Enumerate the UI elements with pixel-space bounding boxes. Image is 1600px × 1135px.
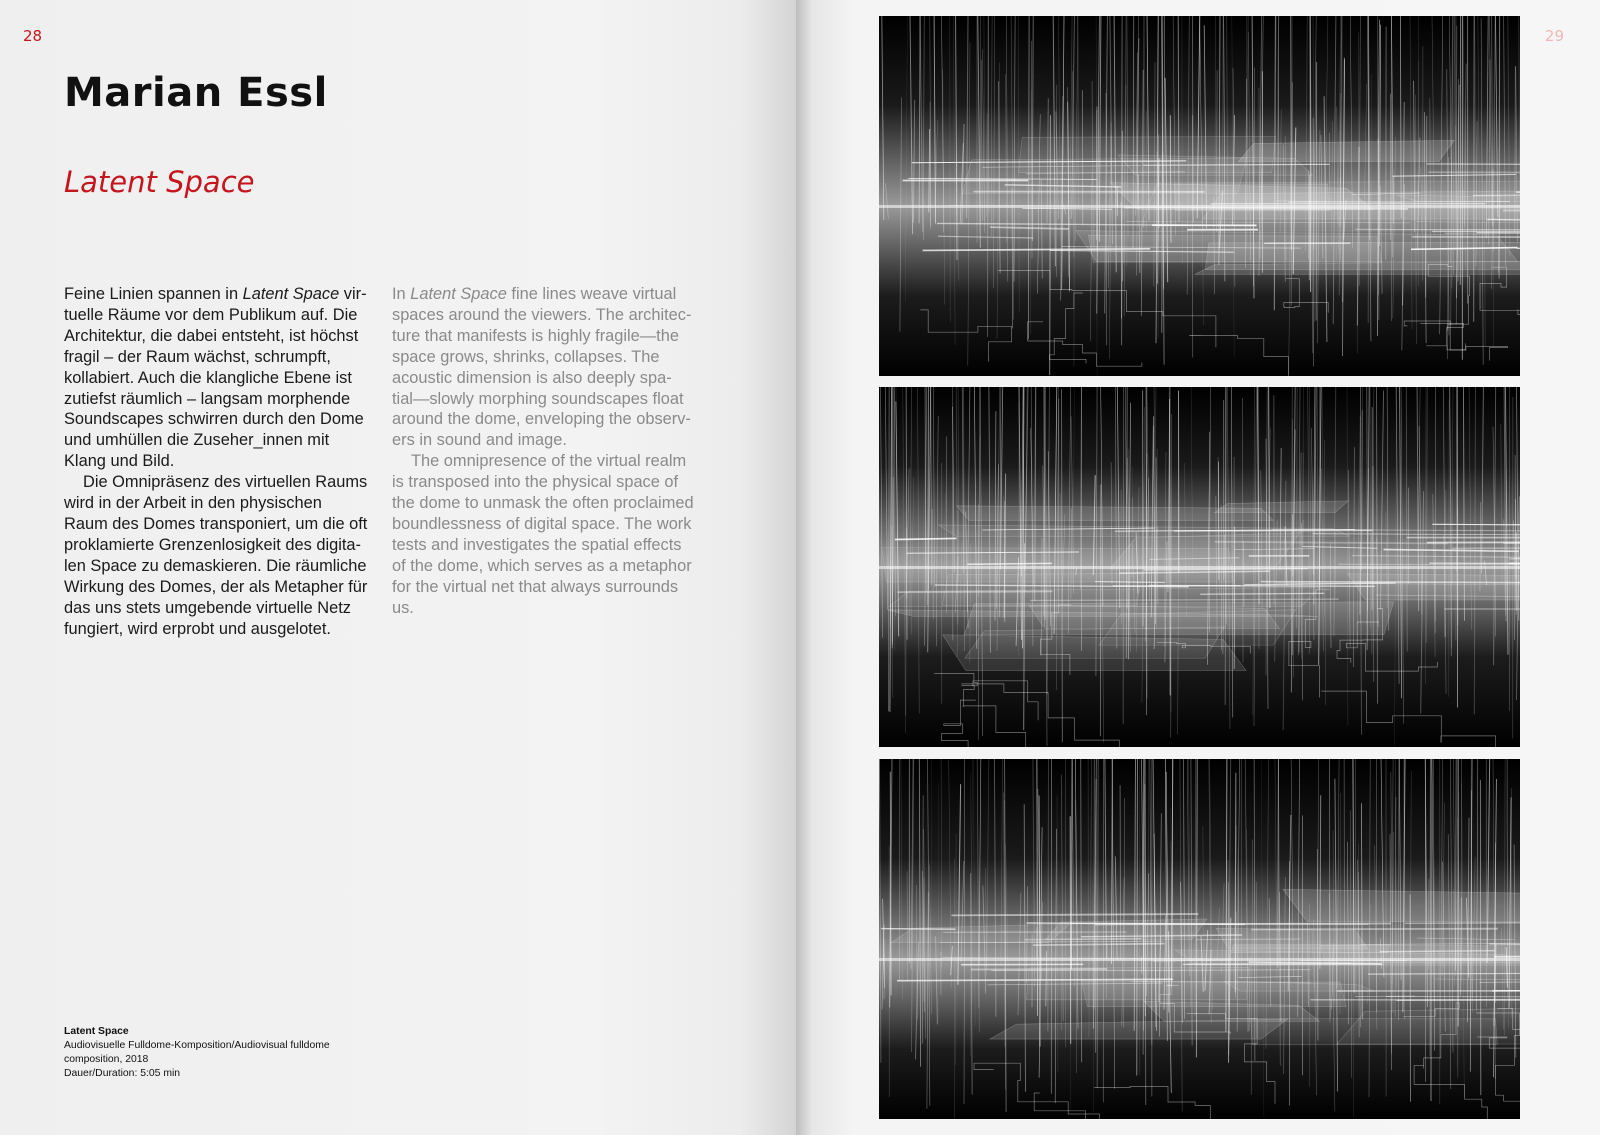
en-line: [392, 284, 710, 305]
de-line: fragil – der Raum wächst, schrumpft,: [64, 347, 331, 366]
en-line: is transposed into the physical space of: [392, 473, 679, 492]
render-plane: [1251, 1018, 1498, 1044]
render-3-svg: [879, 759, 1520, 1119]
de-line: und umhüllen die Zuseher_innen mit: [64, 431, 330, 450]
en-line: ers in sound and image.: [392, 431, 567, 450]
render-horizon: [879, 566, 1520, 569]
render-plane: [1283, 889, 1520, 921]
render-horizon: [879, 958, 1520, 961]
de-line: Architektur, die dabei entsteht, ist höchst: [64, 326, 359, 345]
wireframe-render-1: [879, 16, 1520, 376]
english-text: [392, 284, 710, 619]
de-line: das uns stets umgebende virtuelle Netz: [64, 598, 351, 617]
text-run: In: [392, 285, 411, 303]
en-line: for the virtual net that always surrounds: [392, 577, 679, 596]
text-run: fine lines weave virtual: [506, 285, 677, 303]
de-line: [64, 284, 382, 305]
wireframe-render-3: [879, 759, 1520, 1119]
render-plane: [1110, 533, 1300, 569]
wireframe-render-2: [879, 387, 1520, 747]
render-horizon: [879, 205, 1520, 208]
en-line: us.: [392, 598, 414, 617]
de-line: len Space zu demaskieren. Die räumliche: [64, 556, 367, 575]
caption-line: composition, 2018: [64, 1054, 149, 1065]
en-line: acoustic dimension is also deeply spa-: [392, 368, 672, 387]
en-line: ture that manifests is highly fragile—the: [392, 326, 679, 345]
caption-line: Audiovisuelle Fulldome-Komposition/Audiovisual fulldome: [64, 1040, 330, 1051]
de-line: Raum des Domes transponiert, um die oft: [64, 514, 368, 533]
de-line: Die Omnipräsenz des virtuellen Raums: [83, 473, 368, 492]
caption-title: Latent Space: [64, 1026, 129, 1037]
text-run: vir-: [339, 285, 367, 303]
en-line: space grows, shrinks, collapses. The: [392, 347, 660, 366]
de-line: Soundscapes schwirren durch den Dome: [64, 410, 364, 429]
render-1-svg: [879, 16, 1520, 376]
render-plane: [965, 627, 1225, 658]
de-line: zutiefst räumlich – langsam morphende: [64, 389, 351, 408]
german-text: [64, 284, 382, 639]
caption-line: Dauer/Duration: 5:05 min: [64, 1068, 181, 1079]
page-number-right: 29: [1544, 27, 1564, 45]
de-line: fungiert, wird erprobt und ausgelotet.: [64, 619, 331, 638]
en-line: spaces around the viewers. The architec-: [392, 305, 692, 324]
de-line: tuelle Räume vor dem Publikum auf. Die: [64, 305, 358, 324]
work-title-italic: Latent Space: [410, 285, 507, 303]
en-line: around the dome, enveloping the observ-: [392, 410, 691, 429]
de-line: proklamierte Grenzenlosigkeit des digita-: [64, 535, 361, 554]
work-caption: [64, 1025, 330, 1081]
de-line: kollabiert. Auch die klangliche Ebene ist: [64, 368, 352, 387]
left-page: [0, 0, 796, 1135]
de-line: Wirkung des Domes, der als Metapher für: [64, 577, 368, 596]
en-line: of the dome, which serves as a metaphor: [392, 556, 692, 575]
en-line: boundlessness of digital space. The work: [392, 514, 692, 533]
en-line: tial—slowly morphing soundscapes float: [392, 389, 684, 408]
text-run: Feine Linien spannen in: [64, 285, 243, 303]
de-line: wird in der Arbeit in den physischen: [64, 494, 322, 513]
page-number-left: 28: [23, 27, 43, 45]
en-line: The omnipresence of the virtual realm: [411, 452, 687, 471]
en-line: the dome to unmask the often proclaimed: [392, 494, 694, 513]
de-line: Klang und Bild.: [64, 452, 175, 471]
work-title-italic: Latent Space: [242, 285, 340, 303]
en-line: tests and investigates the spatial effects: [392, 535, 682, 554]
work-title: Latent Space: [64, 165, 255, 199]
render-2-svg: [879, 387, 1520, 747]
artist-name: Marian Essl: [64, 70, 328, 116]
